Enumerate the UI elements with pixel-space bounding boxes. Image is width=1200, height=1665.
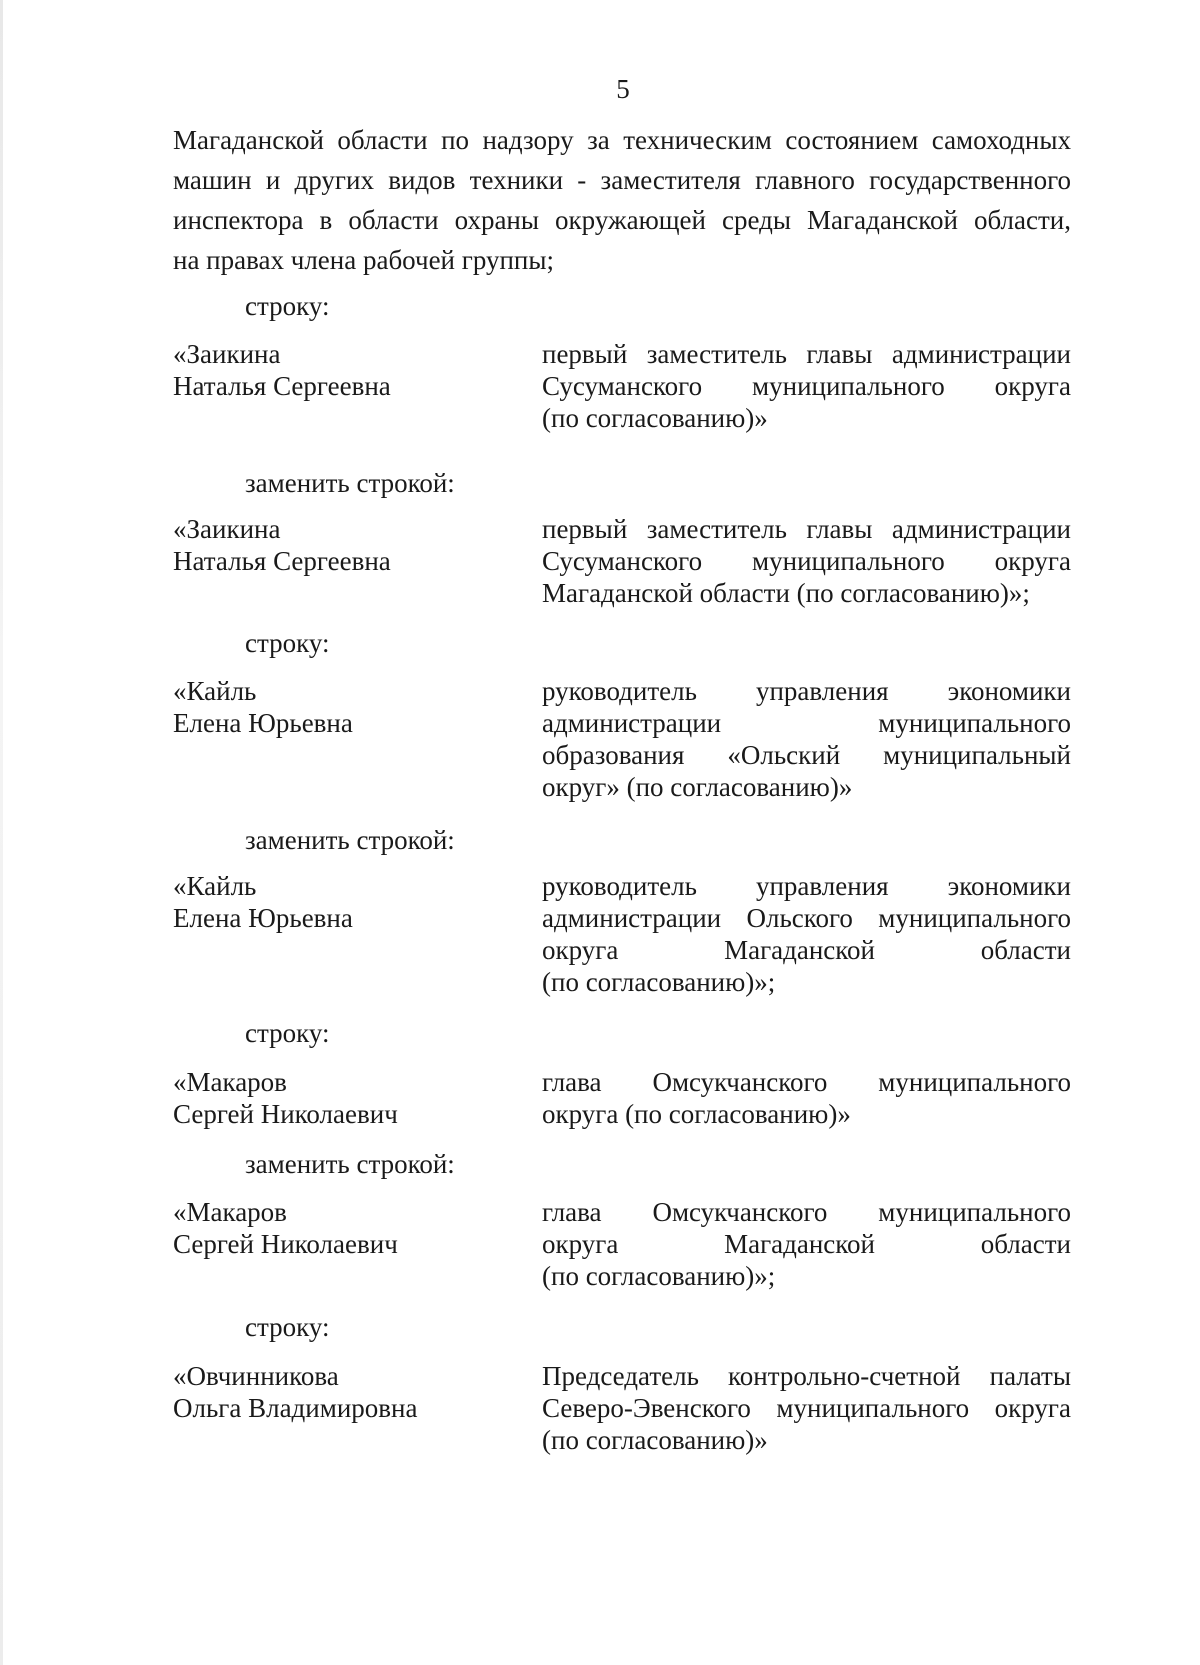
- label-line: строку:: [245, 1018, 330, 1048]
- person-name: «Макаров Сергей Николаевич: [173, 1067, 398, 1129]
- person-name: «Заикина Наталья Сергеевна: [173, 514, 391, 576]
- person-role: глава Омсукчанского муниципального округа Магаданской области (по согласованию)»;: [542, 1197, 1071, 1291]
- person-name: «Макаров Сергей Николаевич: [173, 1197, 398, 1259]
- person-name: «Овчинникова Ольга Владимировна: [173, 1361, 418, 1423]
- person-role: первый заместитель главы администрации Сусуманского муниципального округа Магаданской области (по согласованию)»;: [542, 514, 1071, 608]
- label-line: строку:: [245, 1312, 330, 1342]
- person-name: «Кайль Елена Юрьевна: [173, 871, 353, 933]
- person-role: руководитель управления экономики администрации Ольского муниципального округа Магаданской области (по согласованию)»;: [542, 871, 1071, 997]
- person-role: глава Омсукчанского муниципального округа (по согласованию)»: [542, 1067, 1071, 1129]
- person-role: Председатель контрольно-счетной палаты Северо-Эвенского муниципального округа (по согласованию)»: [542, 1361, 1071, 1455]
- label-line: строку:: [245, 628, 330, 658]
- label-replace: заменить строкой:: [245, 825, 455, 855]
- page-number: 5: [616, 74, 630, 104]
- scan-edge: [0, 0, 3, 1665]
- person-name: «Кайль Елена Юрьевна: [173, 676, 353, 738]
- intro-line: машин и других видов техники - заместителя главного государственного: [173, 165, 1071, 195]
- label-replace: заменить строкой:: [245, 1149, 455, 1179]
- intro-paragraph: [173, 120, 1071, 280]
- person-role: руководитель управления экономики администрации муниципального образования «Ольский муниципальный округ» (по согласованию)»: [542, 676, 1071, 802]
- person-name: «Заикина Наталья Сергеевна: [173, 339, 391, 401]
- label-replace: заменить строкой:: [245, 468, 455, 498]
- intro-line: Магаданской области по надзору за техническим состоянием самоходных: [173, 125, 1071, 155]
- intro-line: инспектора в области охраны окружающей среды Магаданской области,: [173, 205, 1071, 235]
- intro-line: на правах члена рабочей группы;: [173, 245, 555, 275]
- label-line: строку:: [245, 291, 330, 321]
- person-role: первый заместитель главы администрации Сусуманского муниципального округа (по согласованию)»: [542, 339, 1071, 433]
